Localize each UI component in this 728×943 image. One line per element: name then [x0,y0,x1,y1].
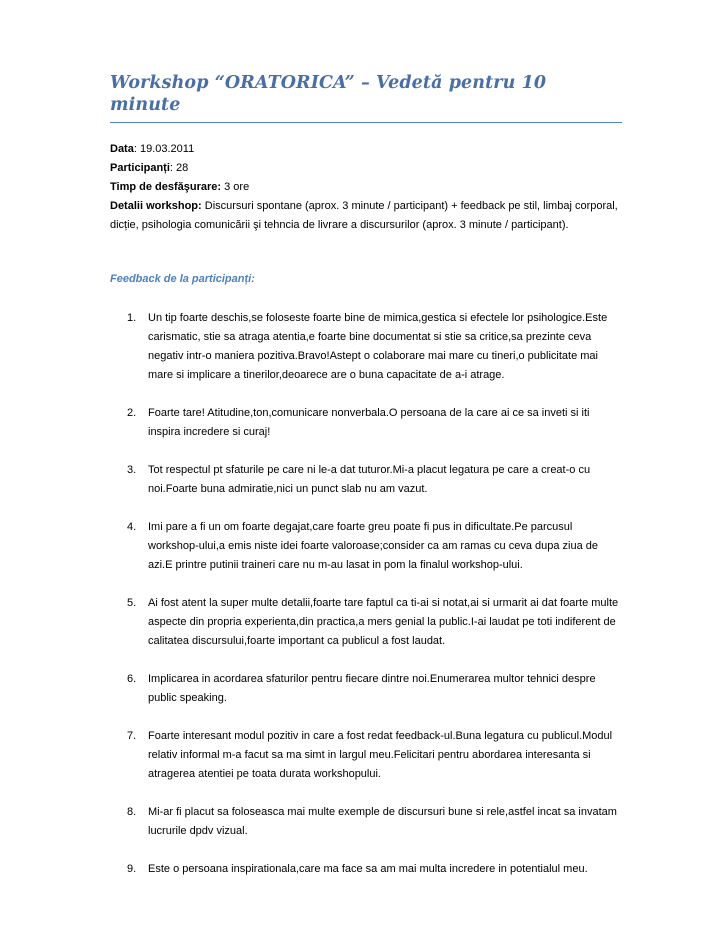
list-item-number: 9. [127,863,137,875]
meta-date-label: Data [110,143,134,155]
meta-date-value: : 19.03.2011 [133,143,195,155]
list-item [110,309,622,385]
meta-duration [110,178,622,197]
list-item-text: Este o persoana inspirationala,care ma face sa am mai multa incredere in potentialul meu. [148,863,588,875]
list-item-text: Implicarea in acordarea sfaturilor pentru fiecare dintre noi.Enumerarea multor tehnici despre public speaking. [148,673,596,704]
meta-details-value: Discursuri spontane (aprox. 3 minute / participant) + feedback pe stil, limbaj corporal, dicție, psihologia comunicării şi tehncia de livrare a discursurilor (aprox. 3 minute / participant). [110,200,618,231]
list-item [110,727,622,784]
meta-duration-label: Timp de desfăşurare: [110,181,222,193]
list-item-number: 5. [127,597,137,609]
document-page [110,72,622,898]
list-item [110,518,622,575]
list-item-text: Ai fost atent la super multe detalii,foarte tare faptul ca ti-ai si notat,ai si urmarit ai dat foarte multe aspecte din propria experienta,din practica,a mers genial la public.I-ai laudat pe toti indiferent de calitatea discursului,foarte important ca publicul a fost laudat. [148,597,619,647]
list-item [110,594,622,651]
document-title: Workshop “ORATORICA” – Vedetă pentru 10 minute [110,72,622,123]
list-item-text: Mi-ar fi placut sa foloseasca mai multe exemple de discursuri bune si rele,astfel incat sa invatam lucrurile dpdv vizual. [148,806,617,837]
list-item [110,803,622,841]
meta-participants [110,159,622,178]
feedback-heading: Feedback de la participanți: [110,273,255,285]
meta-details-label: Detalii workshop: [110,200,202,212]
list-item-number: 3. [127,464,137,476]
list-item-number: 8. [127,806,137,818]
list-item [110,670,622,708]
list-item [110,461,622,499]
list-item-number: 1. [127,312,137,324]
list-item [110,860,622,879]
list-item-text: Imi pare a fi un om foarte degajat,care foarte greu poate fi pus in dificultate.Pe parcusul workshop-ului,a emis niste idei foarte valoroase;consider ca am ramas cu ceva dupa ziua de azi.E printre putinii traineri care nu m-au lasat in pom la finalul workshop-ului. [148,521,599,571]
list-item-number: 7. [127,730,137,742]
list-item-text: Un tip foarte deschis,se foloseste foarte bine de mimica,gestica si efectele lor psihologice.Este carismatic, stie sa atraga atentia,e foarte bine documentat si stie sa critice,sa prezinte ceva negativ intr-o maniera pozitiva.Bravo!Astept o colaborare mai mare cu tineri,o publicitate mai mare si implicare a tinerilor,deoarece are o buna capacitate de a-i atrage. [148,312,608,381]
meta-duration-value: 3 ore [221,181,250,193]
feedback-list [110,309,622,879]
list-item [110,404,622,442]
list-item-number: 2. [127,407,137,419]
list-item-text: Foarte tare! Atitudine,ton,comunicare nonverbala.O persoana de la care ai ce sa inveti si iti inspira incredere si curaj! [148,407,590,438]
list-item-text: Foarte interesant modul pozitiv in care a fost redat feedback-ul.Buna legatura cu publicul.Modul relativ informal m-a facut sa ma simt in largul meu.Felicitari pentru abordarea interesanta si atragerea atentiei pe toata durata workshopului. [148,730,613,780]
meta-date [110,140,622,159]
workshop-meta [110,140,622,235]
list-item-number: 4. [127,521,137,533]
meta-details [110,197,622,235]
meta-participants-value: : 28 [169,162,189,174]
list-item-number: 6. [127,673,137,685]
list-item-text: Tot respectul pt sfaturile pe care ni le-a dat tuturor.Mi-a placut legatura pe care a creat-o cu noi.Foarte buna admiratie,nici un punct slab nu am vazut. [148,464,591,495]
meta-participants-label: Participanți [110,162,170,174]
